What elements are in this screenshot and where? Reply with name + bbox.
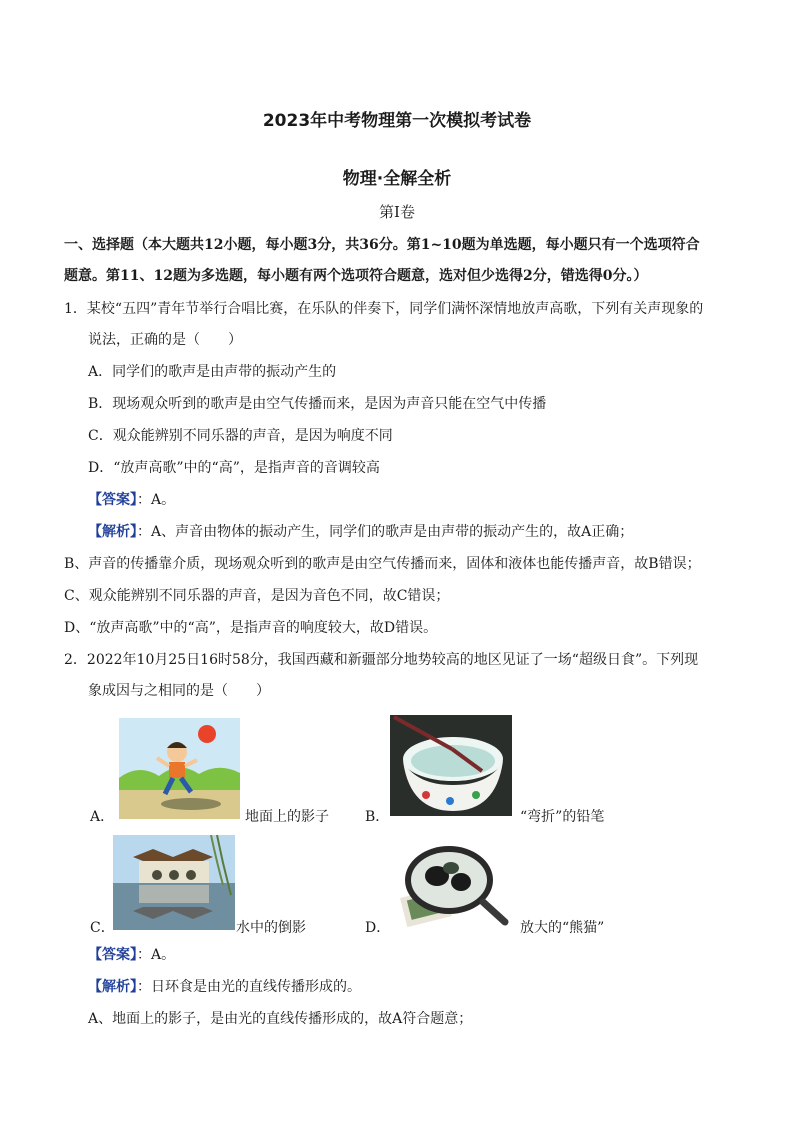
q2-option-b-caption: “弯折”的铅笔 (520, 809, 605, 825)
q2-answer (88, 946, 175, 964)
q1-analysis-line-c: C、观众能辨别不同乐器的声音，是因为音色不同，故C错误； (64, 588, 450, 604)
volume-label: 第Ⅰ卷 (379, 203, 415, 221)
q1-option-b: B．现场观众听到的歌声是由空气传播而来，是因为声音只能在空气中传播 (88, 396, 547, 412)
q2-option-d-label: D． (365, 920, 391, 936)
section-instructions-line2: 题意。第11、12题为多选题，每小题有两个选项符合题意，选对但少选得2分，错选得0分。） (64, 268, 648, 284)
section-instructions-line1: 一、选择题（本大题共12小题，每小题3分，共36分。第1~10题为单选题，每小题只有一个选项符合 (64, 237, 700, 253)
q2-analysis-line-a: A、地面上的影子，是由光的直线传播形成的，故A符合题意； (88, 1011, 473, 1027)
q1-answer-value: ：A。 (137, 492, 176, 508)
q2-analysis (88, 978, 361, 996)
q2-answer-label: 【答案】 (88, 947, 137, 963)
q2-option-b-label: B． (365, 809, 390, 825)
q2-option-c-picture (113, 835, 235, 930)
exam-title: 2023年中考物理第一次模拟考试卷 (262, 111, 532, 131)
q1-stem-line2: 说法，正确的是（ ） (88, 332, 242, 348)
q2-stem-line1: 2．2022年10月25日16时58分，我国西藏和新疆部分地势较高的地区见证了一场“超级日食”。下列现 (64, 652, 699, 668)
q1-analysis-label: 【解析】 (88, 524, 137, 540)
q2-option-a-caption: 地面上的影子 (245, 809, 329, 825)
q2-stem-line2: 象成因与之相同的是（ ） (88, 683, 270, 699)
q2-option-d-caption: 放大的“熊猫” (520, 920, 605, 936)
q2-answer-value: ：A。 (137, 947, 176, 963)
q1-answer (88, 491, 175, 509)
q1-option-a: A．同学们的歌声是由声带的振动产生的 (88, 364, 337, 380)
q1-stem-line1: 1．某校“五四”青年节举行合唱比赛，在乐队的伴奏下，同学们满怀深情地放声高歌，下列有关声现象的 (64, 301, 704, 317)
q2-option-a-label: A． (90, 809, 115, 825)
q2-analysis-label: 【解析】 (88, 979, 137, 995)
q1-option-d: D．“放声高歌”中的“高”，是指声音的音调较高 (88, 460, 380, 476)
q2-analysis-first: ：日环食是由光的直线传播形成的。 (137, 979, 361, 995)
q2-option-c-label: C． (90, 920, 115, 936)
q1-analysis (88, 523, 633, 541)
q2-option-a-picture (119, 718, 240, 819)
q2-option-c-caption: 水中的倒影 (236, 920, 306, 936)
q1-analysis-line-b: B、声音的传播靠介质，现场观众听到的歌声是由空气传播而来，固体和液体也能传播声音，故B错误； (64, 556, 701, 572)
q1-option-c: C．观众能辨别不同乐器的声音，是因为响度不同 (88, 428, 393, 444)
q1-analysis-line-d: D、“放声高歌”中的“高”，是指声音的响度较大，故D错误。 (64, 620, 438, 636)
exam-subtitle: 物理·全解全析 (342, 169, 452, 189)
q1-analysis-first: ：A、声音由物体的振动产生，同学们的歌声是由声带的振动产生的，故A正确； (137, 524, 634, 540)
q2-option-d-picture (389, 840, 515, 928)
q1-answer-label: 【答案】 (88, 492, 137, 508)
q2-option-b-picture (390, 715, 512, 816)
